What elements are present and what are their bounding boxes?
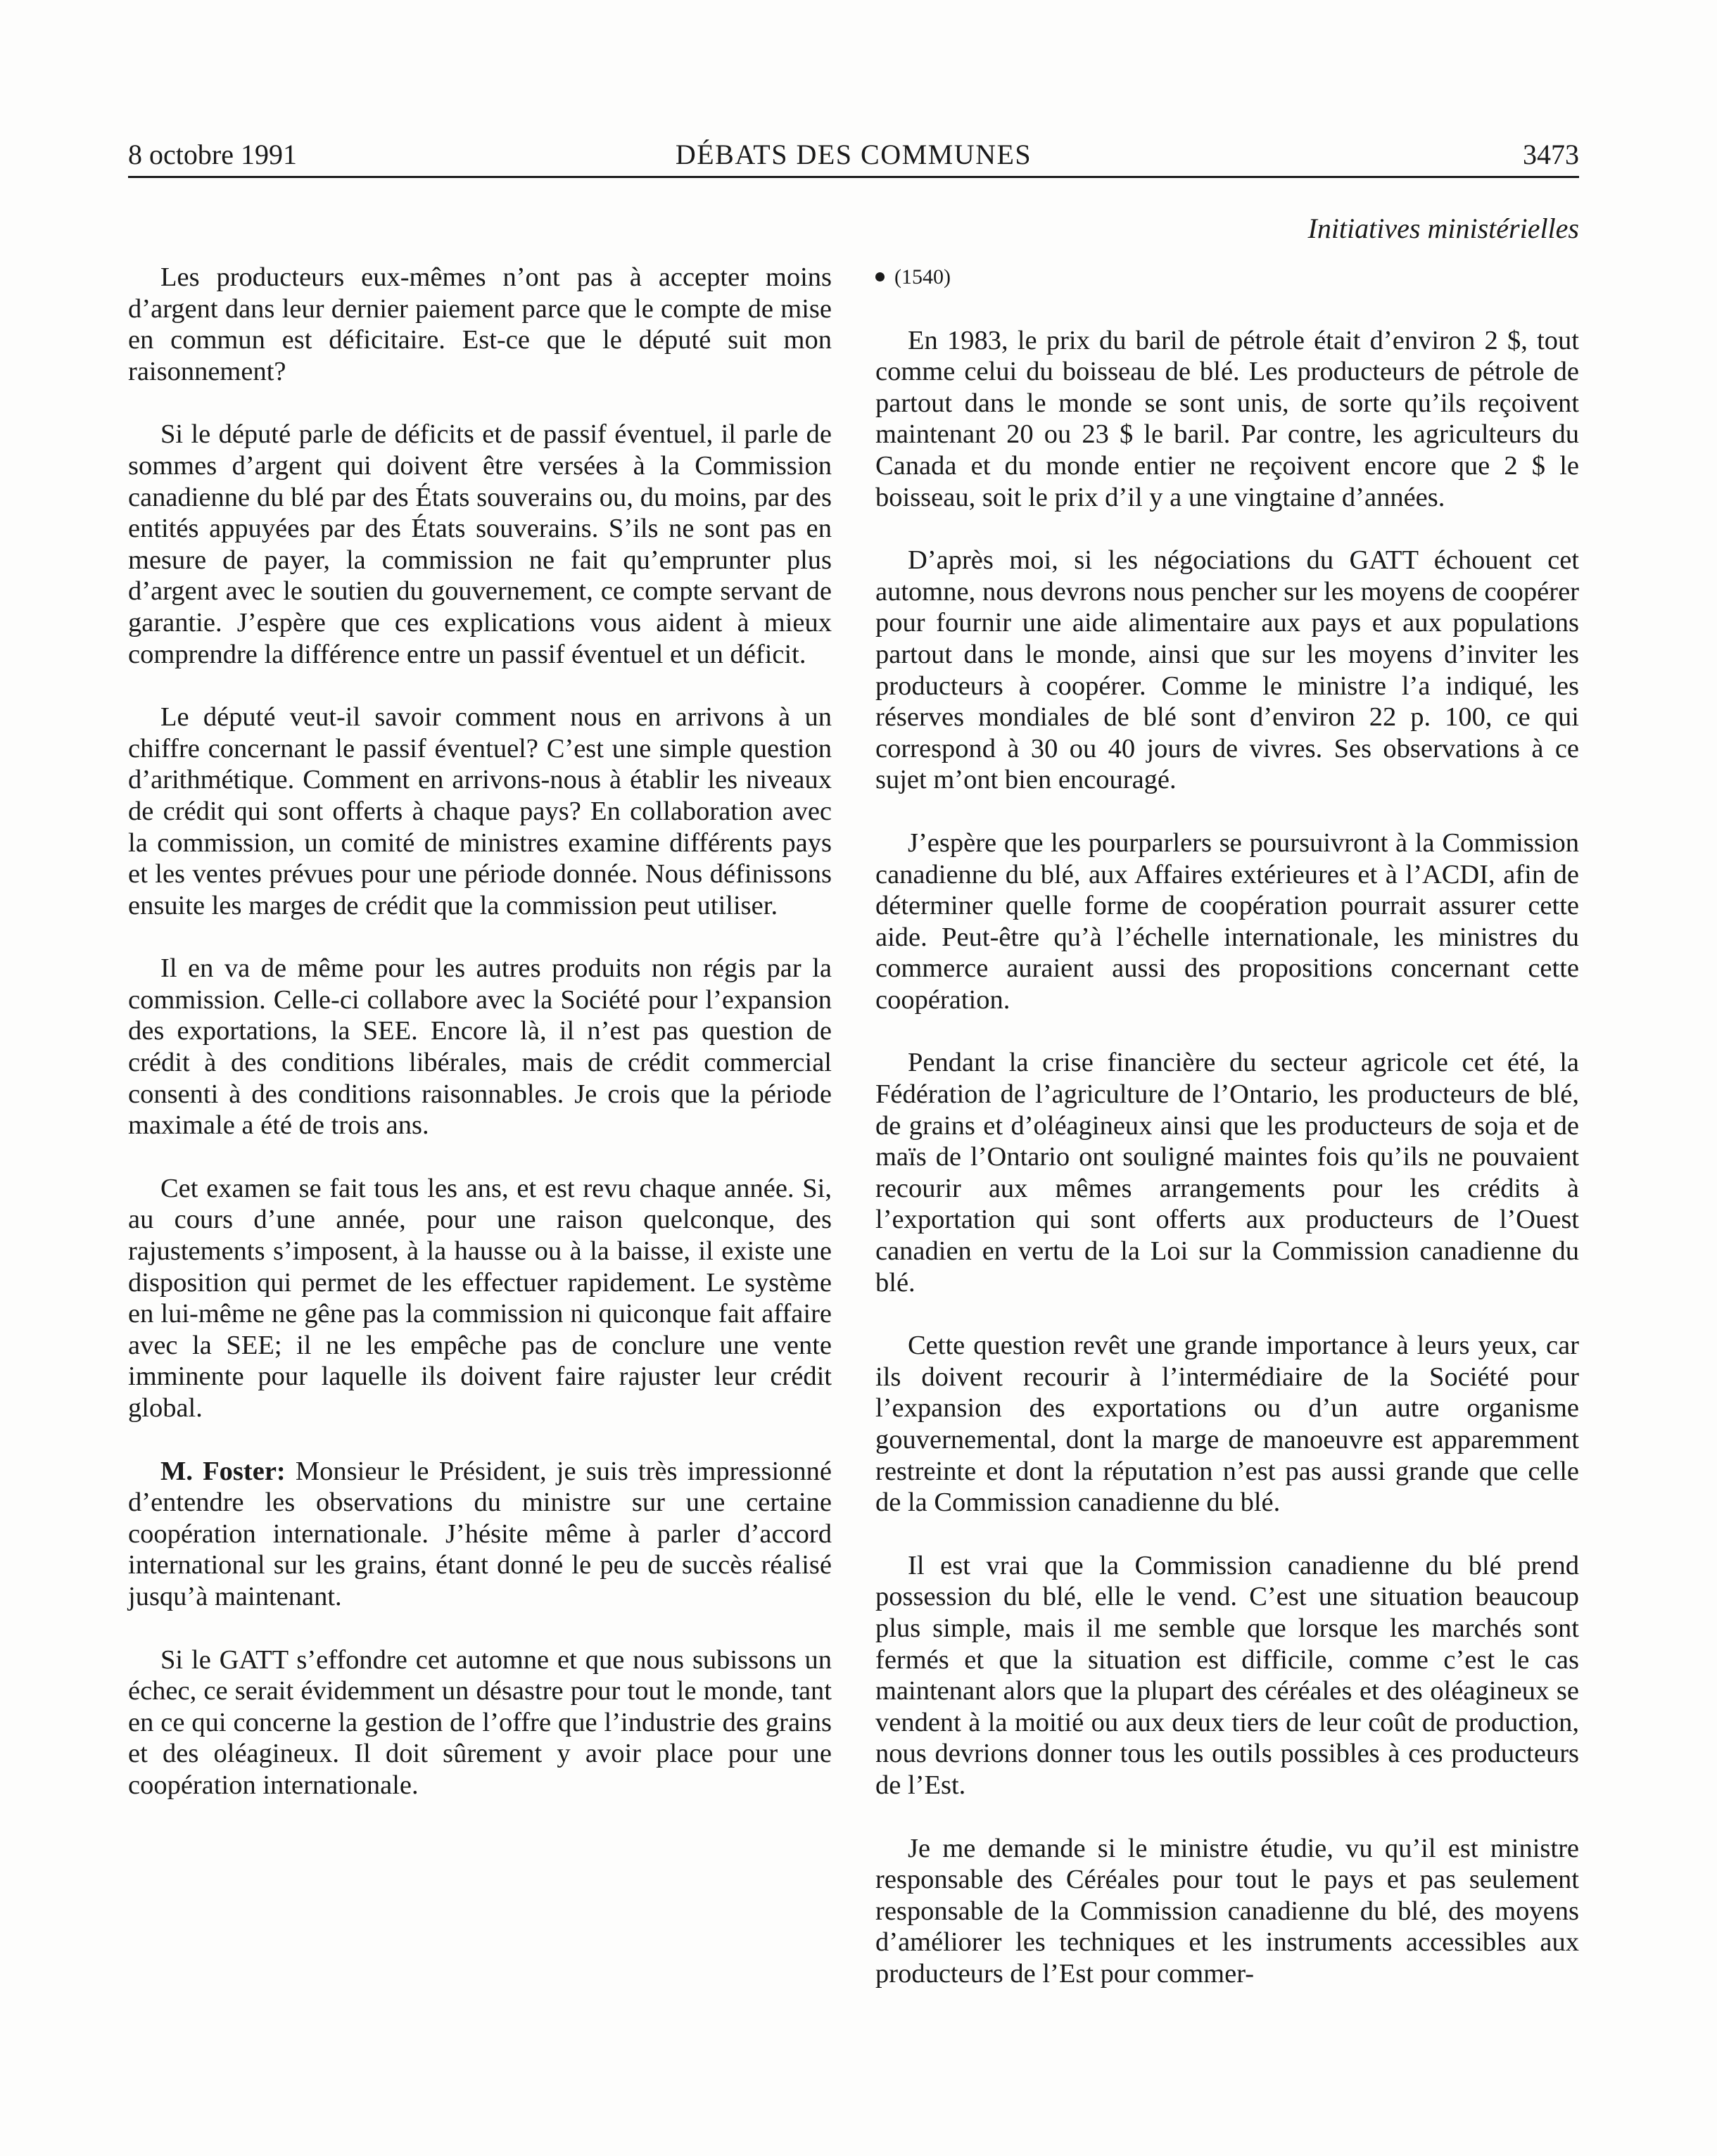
header-title: DÉBATS DES COMMUNES — [675, 139, 1032, 170]
paragraph: Si le GATT s’effondre cet automne et que nous subissons un échec, ce serait évidemment un désastre pour tout le monde, tant en ce qui concerne la gestion de l’offre que l’industrie des grains et des oléagineux. Il doit sûrement y avoir place pour une coopération internationale. — [128, 1644, 832, 1800]
paragraph: En 1983, le prix du baril de pétrole était d’environ 2 $, tout comme celui du boisseau de blé. Les producteurs de pétrole de partout dans le monde se sont unis, de sorte qu’ils reçoivent maintenant 20 ou 23 $ le baril. Par contre, les agriculteurs du Canada et du monde entier ne reçoivent encore que 2 $ le boisseau, soit le prix d’il y a une vingtaine d’années. — [875, 325, 1579, 512]
left-column — [128, 262, 832, 1833]
running-header — [128, 134, 1579, 176]
speaker-name: M. Foster: — [160, 1456, 286, 1486]
paragraph: Je me demande si le ministre étudie, vu qu’il est ministre responsable des Céréales pour tout le pays et pas seulement responsable de la Commission canadienne du blé, des moyens d’améliorer les techniques et les instruments accessibles aux producteurs de l’Est pour commer- — [875, 1833, 1579, 1989]
paragraph: Les producteurs eux-mêmes n’ont pas à accepter moins d’argent dans leur dernier paiement parce que le compte de mise en commun est déficitaire. Est-ce que le député suit mon raisonnement? — [128, 262, 832, 386]
header-rule — [128, 176, 1579, 178]
time-marker-text: (1540) — [894, 265, 951, 288]
bullet-icon — [875, 272, 885, 281]
paragraph: Le député veut-il savoir comment nous en arrivons à un chiffre concernant le passif éventuel? C’est une simple question d’arithmétique. Comment en arrivons-nous à établir les niveaux de crédit qui sont offerts à chaque pays? En collaboration avec la commission, un comité de ministres examine différents pays et les ventes prévues pour une période donnée. Nous définissons ensuite les marges de crédit que la commission peut utiliser. — [128, 702, 832, 920]
right-column — [875, 262, 1579, 2022]
paragraph: Cet examen se fait tous les ans, et est revu chaque année. Si, au cours d’une année, pour une raison quelconque, des rajustements s’imposent, à la hausse ou à la baisse, il existe une disposition qui permet de les effectuer rapidement. Le système en lui-même ne gêne pas la commission ni quiconque fait affaire avec la SEE; il ne les empêche pas de conclure une vente imminente pour laquelle ils doivent faire rajuster leur crédit global. — [128, 1173, 832, 1423]
speaker-text: Monsieur le Président, je suis très impressionné d’entendre les observations du ministre sur une certaine coopération internationale. J’hésite même à parler d’accord international sur les grains, étant donné le peu de succès réalisé jusqu’à maintenant. — [128, 1456, 832, 1611]
paragraph: Pendant la crise financière du secteur agricole cet été, la Fédération de l’agriculture de l’Ontario, les producteurs de blé, de grains et d’oléagineux ainsi que les producteurs de soja et de maïs de l’Ontario ont souligné maintes fois qu’ils ne pouvaient recourir aux mêmes arrangements pour les crédits à l’exportation qui sont offerts aux producteurs de l’Ouest canadien en vertu de la Loi sur la Commission canadienne du blé. — [875, 1048, 1579, 1298]
paragraph: J’espère que les pourparlers se poursuivront à la Commission canadienne du blé, aux Affaires extérieures et à l’ACDI, afin de déterminer quelle forme de coopération pourrait assurer cette aide. Peut-être qu’à l’échelle internationale, les ministres du commerce auraient aussi des propositions concernant cette coopération. — [875, 827, 1579, 1015]
header-date: 8 octobre 1991 — [128, 139, 297, 170]
paragraph: Si le député parle de déficits et de passif éventuel, il parle de sommes d’argent qui doivent être versées à la Commission canadienne du blé par des États souverains ou, du moins, par des entités appuyées par des États souverains. S’ils ne sont pas en mesure de payer, la commission ne fait qu’emprunter plus d’argent avec le soutien du gouvernement, ce compte servant de garantie. J’espère que ces explications vous aident à mieux comprendre la différence entre un passif éventuel et un déficit. — [128, 419, 832, 669]
paragraph: Cette question revêt une grande importance à leurs yeux, car ils doivent recourir à l’intermédiaire de la Société pour l’expansion des exportations ou d’un autre organisme gouvernemental, dont la marge de manoeuvre est apparemment restreinte et dont la réputation n’est pas aussi grande que celle de la Commission canadienne du blé. — [875, 1331, 1579, 1518]
paragraph: Il en va de même pour les autres produits non régis par la commission. Celle-ci collabore avec la Société pour l’expansion des exportations, la SEE. Encore là, il n’est pas question de crédit à des conditions libérales, mais de crédit commercial consenti à des conditions raisonnables. Je crois que la période maximale a été de trois ans. — [128, 953, 832, 1141]
time-marker — [875, 262, 1579, 293]
page-number: 3473 — [1523, 139, 1579, 170]
paragraph: D’après moi, si les négociations du GATT échouent cet automne, nous devrons nous pencher sur les moyens de coopérer pour fournir une aide alimentaire aux pays et aux populations partout dans le monde, ainsi que sur les moyens d’inviter les producteurs à coopérer. Comme le ministre l’a indiqué, les réserves mondiales de blé sont d’environ 22 p. 100, ce qui correspond à 30 ou 40 jours de vivres. Ses observations à ce sujet m’ont bien encouragé. — [875, 545, 1579, 795]
speaker-paragraph — [128, 1456, 832, 1613]
paragraph: Il est vrai que la Commission canadienne du blé prend possession du blé, elle le vend. C’est une situation beaucoup plus simple, mais il me semble que lorsque les marchés sont fermés et que la situation est difficile, comme c’est le cas maintenant alors que la plupart des céréales et des oléagineux se vendent à la moitié ou aux deux tiers de leur coût de production, nous devrions donner tous les outils possibles à ces producteurs de l’Est. — [875, 1550, 1579, 1800]
section-title: Initiatives ministérielles — [1307, 213, 1579, 244]
